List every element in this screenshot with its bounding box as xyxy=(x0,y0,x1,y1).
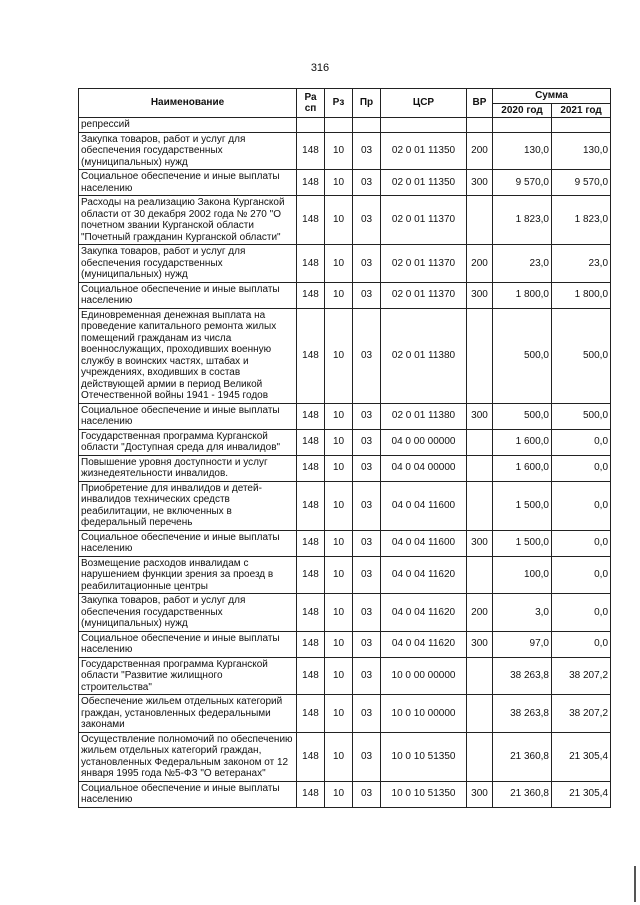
cell-rz: 10 xyxy=(325,308,353,403)
cell-vr: 300 xyxy=(467,282,493,308)
cell-vr: 300 xyxy=(467,170,493,196)
cell-rasp: 148 xyxy=(297,429,325,455)
cell-vr xyxy=(467,196,493,245)
cell-vr: 300 xyxy=(467,403,493,429)
cell-pr: 03 xyxy=(353,403,381,429)
cell-rz: 10 xyxy=(325,781,353,807)
cell-y2021: 21 305,4 xyxy=(552,781,611,807)
cell-csr: 10 0 10 51350 xyxy=(381,781,467,807)
cell-name: Социальное обеспечение и иные выплаты населению xyxy=(79,403,297,429)
cell-y2020: 1 500,0 xyxy=(493,530,552,556)
table-row xyxy=(79,481,611,530)
cell-vr xyxy=(467,556,493,594)
cell-pr: 03 xyxy=(353,308,381,403)
cell-pr: 03 xyxy=(353,657,381,695)
cell-vr xyxy=(467,695,493,733)
header-pr: Пр xyxy=(353,89,381,118)
cell-y2020: 97,0 xyxy=(493,631,552,657)
cell-y2021: 500,0 xyxy=(552,308,611,403)
cell-rz: 10 xyxy=(325,403,353,429)
cell-name: Приобретение для инвалидов и детей-инвалидов технических средств реабилитации, не включенных в федеральный перечень xyxy=(79,481,297,530)
cell-rasp: 148 xyxy=(297,403,325,429)
cell-rasp: 148 xyxy=(297,732,325,781)
cell-rz: 10 xyxy=(325,481,353,530)
cell-y2020: 23,0 xyxy=(493,245,552,283)
table-row xyxy=(79,118,611,133)
cell-rz: 10 xyxy=(325,732,353,781)
cell-csr: 02 0 01 11370 xyxy=(381,282,467,308)
page-edge-mark xyxy=(634,866,636,902)
table-row xyxy=(79,631,611,657)
cell-y2020: 38 263,8 xyxy=(493,695,552,733)
cell-y2021: 0,0 xyxy=(552,556,611,594)
cell-vr: 300 xyxy=(467,530,493,556)
cell-vr: 200 xyxy=(467,245,493,283)
cell-y2021: 1 823,0 xyxy=(552,196,611,245)
cell-pr: 03 xyxy=(353,530,381,556)
cell-pr: 03 xyxy=(353,245,381,283)
cell-rz: 10 xyxy=(325,170,353,196)
cell-csr: 04 0 04 00000 xyxy=(381,455,467,481)
cell-rasp: 148 xyxy=(297,455,325,481)
cell-pr: 03 xyxy=(353,781,381,807)
cell-y2020: 38 263,8 xyxy=(493,657,552,695)
cell-pr: 03 xyxy=(353,556,381,594)
cell-rz: 10 xyxy=(325,196,353,245)
cell-y2020: 3,0 xyxy=(493,594,552,632)
cell-name: Социальное обеспечение и иные выплаты населению xyxy=(79,781,297,807)
header-name: Наименование xyxy=(79,89,297,118)
cell-vr: 200 xyxy=(467,132,493,170)
cell-y2020: 500,0 xyxy=(493,403,552,429)
cell-rasp: 148 xyxy=(297,196,325,245)
cell-pr: 03 xyxy=(353,132,381,170)
table-row xyxy=(79,282,611,308)
header-csr: ЦСР xyxy=(381,89,467,118)
cell-name: Закупка товаров, работ и услуг для обеспечения государственных (муниципальных) нужд xyxy=(79,132,297,170)
table-row xyxy=(79,308,611,403)
cell-pr: 03 xyxy=(353,631,381,657)
cell-csr: 02 0 01 11350 xyxy=(381,170,467,196)
cell-csr: 02 0 01 11370 xyxy=(381,245,467,283)
cell-csr: 04 0 04 11600 xyxy=(381,481,467,530)
cell-rz: 10 xyxy=(325,429,353,455)
cell-y2021: 21 305,4 xyxy=(552,732,611,781)
cell-y2020: 500,0 xyxy=(493,308,552,403)
cell-y2021 xyxy=(552,118,611,133)
cell-vr xyxy=(467,657,493,695)
cell-y2021: 9 570,0 xyxy=(552,170,611,196)
cell-rasp: 148 xyxy=(297,245,325,283)
cell-rz: 10 xyxy=(325,695,353,733)
cell-name: Повышение уровня доступности и услуг жизнедеятельности инвалидов. xyxy=(79,455,297,481)
cell-y2020: 130,0 xyxy=(493,132,552,170)
cell-rasp: 148 xyxy=(297,556,325,594)
cell-name: Социальное обеспечение и иные выплаты населению xyxy=(79,170,297,196)
cell-csr: 02 0 01 11380 xyxy=(381,403,467,429)
cell-name: Государственная программа Курганской области "Доступная среда для инвалидов" xyxy=(79,429,297,455)
cell-csr: 02 0 01 11350 xyxy=(381,132,467,170)
cell-csr: 10 0 10 00000 xyxy=(381,695,467,733)
cell-pr: 03 xyxy=(353,196,381,245)
cell-rasp: 148 xyxy=(297,530,325,556)
cell-rasp: 148 xyxy=(297,132,325,170)
cell-rasp: 148 xyxy=(297,781,325,807)
cell-name: Социальное обеспечение и иные выплаты населению xyxy=(79,631,297,657)
cell-y2020: 21 360,8 xyxy=(493,781,552,807)
cell-y2021: 38 207,2 xyxy=(552,695,611,733)
cell-csr: 02 0 01 11370 xyxy=(381,196,467,245)
cell-pr: 03 xyxy=(353,455,381,481)
cell-y2020: 1 823,0 xyxy=(493,196,552,245)
cell-rz: 10 xyxy=(325,556,353,594)
cell-csr: 04 0 04 11620 xyxy=(381,631,467,657)
cell-rasp: 148 xyxy=(297,594,325,632)
cell-pr xyxy=(353,118,381,133)
cell-rz: 10 xyxy=(325,657,353,695)
header-2021: 2021 год xyxy=(552,103,611,118)
cell-rasp: 148 xyxy=(297,308,325,403)
cell-csr: 10 0 00 00000 xyxy=(381,657,467,695)
cell-vr: 300 xyxy=(467,631,493,657)
cell-name: репрессий xyxy=(79,118,297,133)
cell-rasp: 148 xyxy=(297,695,325,733)
cell-y2020: 21 360,8 xyxy=(493,732,552,781)
cell-pr: 03 xyxy=(353,594,381,632)
cell-pr: 03 xyxy=(353,732,381,781)
cell-name: Единовременная денежная выплата на проведение капитального ремонта жилых помещений гражданам из числа военнослужащих, проходивших военную службу в воинских частях, штабах и учреждениях, входивших в состав действующей армии в период Великой Отечественной войны 1941 - 1945 годов xyxy=(79,308,297,403)
table-row xyxy=(79,245,611,283)
cell-rz: 10 xyxy=(325,455,353,481)
cell-csr: 10 0 10 51350 xyxy=(381,732,467,781)
cell-pr: 03 xyxy=(353,429,381,455)
cell-y2020 xyxy=(493,118,552,133)
cell-y2021: 500,0 xyxy=(552,403,611,429)
cell-y2020: 100,0 xyxy=(493,556,552,594)
table-row xyxy=(79,781,611,807)
cell-y2020: 9 570,0 xyxy=(493,170,552,196)
cell-name: Закупка товаров, работ и услуг для обеспечения государственных (муниципальных) нужд xyxy=(79,594,297,632)
cell-rasp xyxy=(297,118,325,133)
cell-vr xyxy=(467,455,493,481)
cell-vr xyxy=(467,732,493,781)
table-row xyxy=(79,594,611,632)
table-row xyxy=(79,429,611,455)
cell-rasp: 148 xyxy=(297,657,325,695)
cell-rz: 10 xyxy=(325,282,353,308)
cell-pr: 03 xyxy=(353,170,381,196)
cell-vr xyxy=(467,481,493,530)
cell-pr: 03 xyxy=(353,481,381,530)
cell-name: Закупка товаров, работ и услуг для обеспечения государственных (муниципальных) нужд xyxy=(79,245,297,283)
cell-rasp: 148 xyxy=(297,481,325,530)
table-row xyxy=(79,732,611,781)
cell-y2021: 38 207,2 xyxy=(552,657,611,695)
cell-y2021: 0,0 xyxy=(552,594,611,632)
cell-y2020: 1 600,0 xyxy=(493,429,552,455)
cell-name: Возмещение расходов инвалидам с нарушением функции зрения за проезд в реабилитационные центры xyxy=(79,556,297,594)
cell-name: Обеспечение жильем отдельных категорий граждан, установленных федеральными законами xyxy=(79,695,297,733)
cell-y2021: 130,0 xyxy=(552,132,611,170)
cell-pr: 03 xyxy=(353,282,381,308)
cell-rasp: 148 xyxy=(297,170,325,196)
cell-y2020: 1 800,0 xyxy=(493,282,552,308)
cell-rz: 10 xyxy=(325,594,353,632)
cell-vr xyxy=(467,308,493,403)
cell-name: Социальное обеспечение и иные выплаты населению xyxy=(79,282,297,308)
header-row xyxy=(79,89,611,104)
cell-y2020: 1 500,0 xyxy=(493,481,552,530)
cell-csr: 04 0 04 11620 xyxy=(381,556,467,594)
table-row xyxy=(79,657,611,695)
page-number: 316 xyxy=(310,62,330,74)
table-row xyxy=(79,530,611,556)
cell-rasp: 148 xyxy=(297,282,325,308)
cell-csr: 04 0 00 00000 xyxy=(381,429,467,455)
table-row xyxy=(79,455,611,481)
cell-name: Государственная программа Курганской области "Развитие жилищного строительства" xyxy=(79,657,297,695)
header-vr: ВР xyxy=(467,89,493,118)
table-row xyxy=(79,556,611,594)
header-sum: Сумма xyxy=(493,89,611,104)
cell-name: Осуществление полномочий по обеспечению жильем отдельных категорий граждан, установленных Федеральным законом от 12 января 1995 года №5-ФЗ "О ветеранах" xyxy=(79,732,297,781)
cell-y2021: 23,0 xyxy=(552,245,611,283)
cell-rz: 10 xyxy=(325,132,353,170)
cell-vr: 200 xyxy=(467,594,493,632)
cell-y2020: 1 600,0 xyxy=(493,455,552,481)
cell-rz xyxy=(325,118,353,133)
cell-name: Социальное обеспечение и иные выплаты населению xyxy=(79,530,297,556)
cell-y2021: 0,0 xyxy=(552,530,611,556)
cell-vr xyxy=(467,429,493,455)
header-2020: 2020 год xyxy=(493,103,552,118)
cell-y2021: 0,0 xyxy=(552,481,611,530)
cell-vr: 300 xyxy=(467,781,493,807)
cell-rz: 10 xyxy=(325,245,353,283)
header-rasp: Ра сп xyxy=(297,89,325,118)
budget-table xyxy=(78,88,611,808)
table-row xyxy=(79,403,611,429)
cell-rasp: 148 xyxy=(297,631,325,657)
table-row xyxy=(79,695,611,733)
table-body xyxy=(79,118,611,808)
cell-y2021: 1 800,0 xyxy=(552,282,611,308)
cell-vr xyxy=(467,118,493,133)
cell-rz: 10 xyxy=(325,530,353,556)
cell-y2021: 0,0 xyxy=(552,455,611,481)
table-row xyxy=(79,170,611,196)
cell-csr: 02 0 01 11380 xyxy=(381,308,467,403)
cell-csr: 04 0 04 11600 xyxy=(381,530,467,556)
cell-y2021: 0,0 xyxy=(552,631,611,657)
header-rz: Рз xyxy=(325,89,353,118)
cell-y2021: 0,0 xyxy=(552,429,611,455)
cell-csr xyxy=(381,118,467,133)
cell-rz: 10 xyxy=(325,631,353,657)
table-row xyxy=(79,196,611,245)
cell-name: Расходы на реализацию Закона Курганской области от 30 декабря 2002 года № 270 "О почетном звании Курганской области "Почетный гражданин Курганской области" xyxy=(79,196,297,245)
cell-pr: 03 xyxy=(353,695,381,733)
cell-csr: 04 0 04 11620 xyxy=(381,594,467,632)
table-row xyxy=(79,132,611,170)
